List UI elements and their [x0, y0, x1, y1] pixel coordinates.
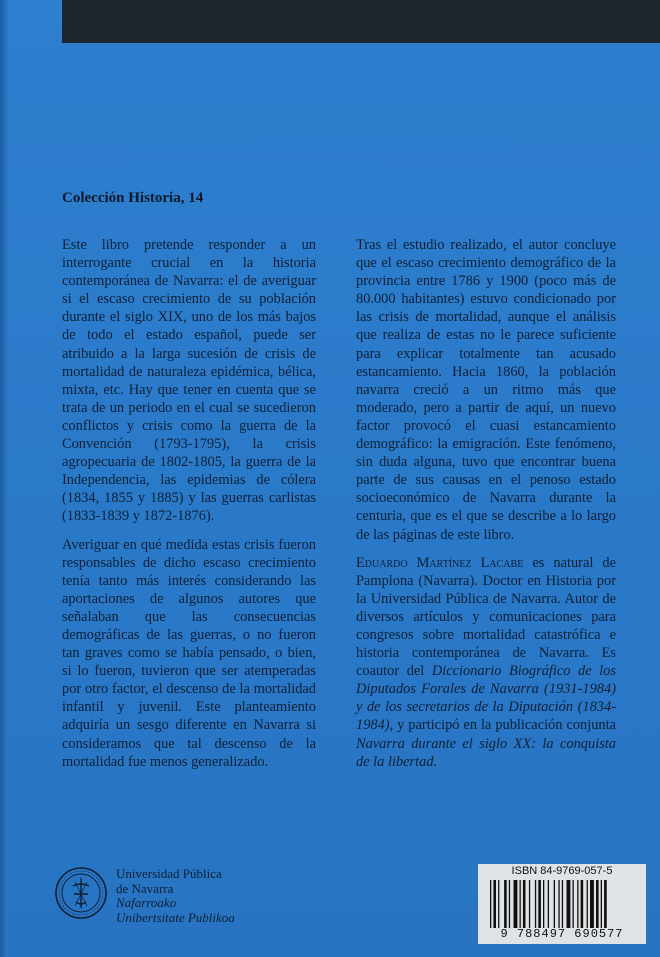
- barcode-bar: [523, 880, 526, 928]
- publisher-line-2: de Navarra: [116, 880, 174, 896]
- publisher-block: [116, 867, 235, 925]
- barcode-bar: [587, 880, 588, 928]
- series-title: Colección Historia, 14: [62, 190, 204, 206]
- barcode-bar: [543, 880, 544, 928]
- barcode-bar: [573, 880, 574, 928]
- barcode-bar: [548, 880, 549, 928]
- barcode-bar: [596, 880, 599, 928]
- barcode-bar: [498, 880, 499, 928]
- author-bio-text-1: es natural de Pamplona (Navarra). Doctor en Historia por la Universidad Pública de Navarra. Autor de diversos artículos y comunicaciones para congresos sobre mortalidad catastrófica e historia contemporánea de Navarra. Es coautor del: [356, 554, 616, 680]
- synopsis-paragraph-2: Averiguar en qué medida estas crisis fueron responsables de dicho escaso crecimiento tenía tanto más interés considerando las aportaciones de algunos autores que señalaban que las consecuencias demográficas de las guerras, o no fueron tan graves como se había pensado, o bien, si lo fueron, tuvieron que ser atemperadas por otro factor, el descenso de la mortalidad infantil y juvenil. Este planteamiento adquiría un sesgo diferente en Navarra si consideramos que tal descenso de la mortalidad fue menos generalizado.: [62, 536, 316, 770]
- barcode-bar: [529, 880, 530, 928]
- barcode-bar: [601, 880, 602, 928]
- barcode-bar: [554, 880, 555, 928]
- barcode-bar: [604, 880, 607, 928]
- top-dark-band: [62, 0, 660, 43]
- author-book-2: Navarra durante el siglo XX: la conquista de la libertad: [356, 735, 616, 770]
- barcode-bar: [558, 880, 559, 928]
- barcode-bar: [538, 880, 541, 928]
- barcode-label: [478, 864, 646, 944]
- barcode-bar: [577, 880, 578, 928]
- conclusion-paragraph: Tras el estudio realizado, el autor concluye que el escaso crecimiento demográfico de la provincia entre 1786 y 1900 (poco más de 80.000 habitantes) estuvo condicionado por las crisis de mortalidad, aunque el análisis que realiza de estas no le parece suficiente para explicar totalmente tan acusado estancamiento. Hacia 1860, la población navarra creció a un ritmo más que moderado, pero a partir de aquí, un nuevo factor provocó el cuasi estancamiento demográfico: la emigración. Este fenómeno, sin duda alguna, tuvo que encontrar buena parte de sus causas en el penoso estado socioeconómico de Navarra durante la centuria, que es el que se describe a lo largo de las páginas de este libro.: [356, 237, 616, 543]
- right-column: [356, 236, 616, 781]
- author-bio-text-2: , y participó en la publicación conjunta: [389, 717, 616, 734]
- barcode-number: 9 788497 690577: [500, 927, 624, 941]
- cover-spine-edge: [0, 0, 8, 957]
- isbn-text: ISBN 84-9769-057-5: [511, 865, 613, 877]
- barcode-icon: [488, 880, 638, 928]
- author-bio: [356, 554, 616, 771]
- barcode-bar: [581, 880, 584, 928]
- barcode-bar: [504, 880, 507, 928]
- barcode-bar: [520, 880, 521, 928]
- barcode-bar: [490, 880, 491, 928]
- barcode-bar: [567, 880, 571, 928]
- publisher-line-3: Nafarroako: [116, 895, 177, 910]
- left-column: [62, 236, 316, 781]
- barcode-bar: [493, 880, 496, 928]
- publisher-line-4: Unibertsitate Publikoa: [116, 909, 235, 925]
- barcode-bar: [509, 880, 510, 928]
- author-name: Eduardo Martínez Lacabe: [356, 554, 524, 571]
- author-bio-text-3: .: [433, 753, 438, 770]
- barcode-bar: [590, 880, 594, 928]
- author-book-1: Diccionario Biográfico de los Diputados Forales de Navarra (1931-1984) y de los secretarios de la Diputación (1834-1984): [356, 663, 616, 734]
- barcode-bar: [514, 880, 518, 928]
- barcode-bar: [562, 880, 563, 928]
- university-seal-icon: [54, 866, 108, 920]
- publisher-line-1: Universidad Pública: [116, 866, 222, 881]
- synopsis-paragraph-1: Este libro pretende responder a un interrogante crucial en la historia contemporánea de Navarra: el de averiguar si el escaso crecimiento de su población durante el siglo XIX, uno de los más bajos de todo el estado español, puede ser atribuido a la larga sucesión de crisis de mortalidad de naturaleza epidémica, bélica, mixta, etc. Hay que tener en cuenta que se trata de un periodo en el cual se sucedieron conflictos y crisis como la guerra de la Convención (1793-1795), la crisis agropecuaria de 1802-1805, la guerra de la Independencia, las epidemias de cólera (1834, 1855 y 1885) y las guerras carlistas (1833-1839 y 1872-1876).: [62, 237, 316, 525]
- barcode-bar: [535, 880, 536, 928]
